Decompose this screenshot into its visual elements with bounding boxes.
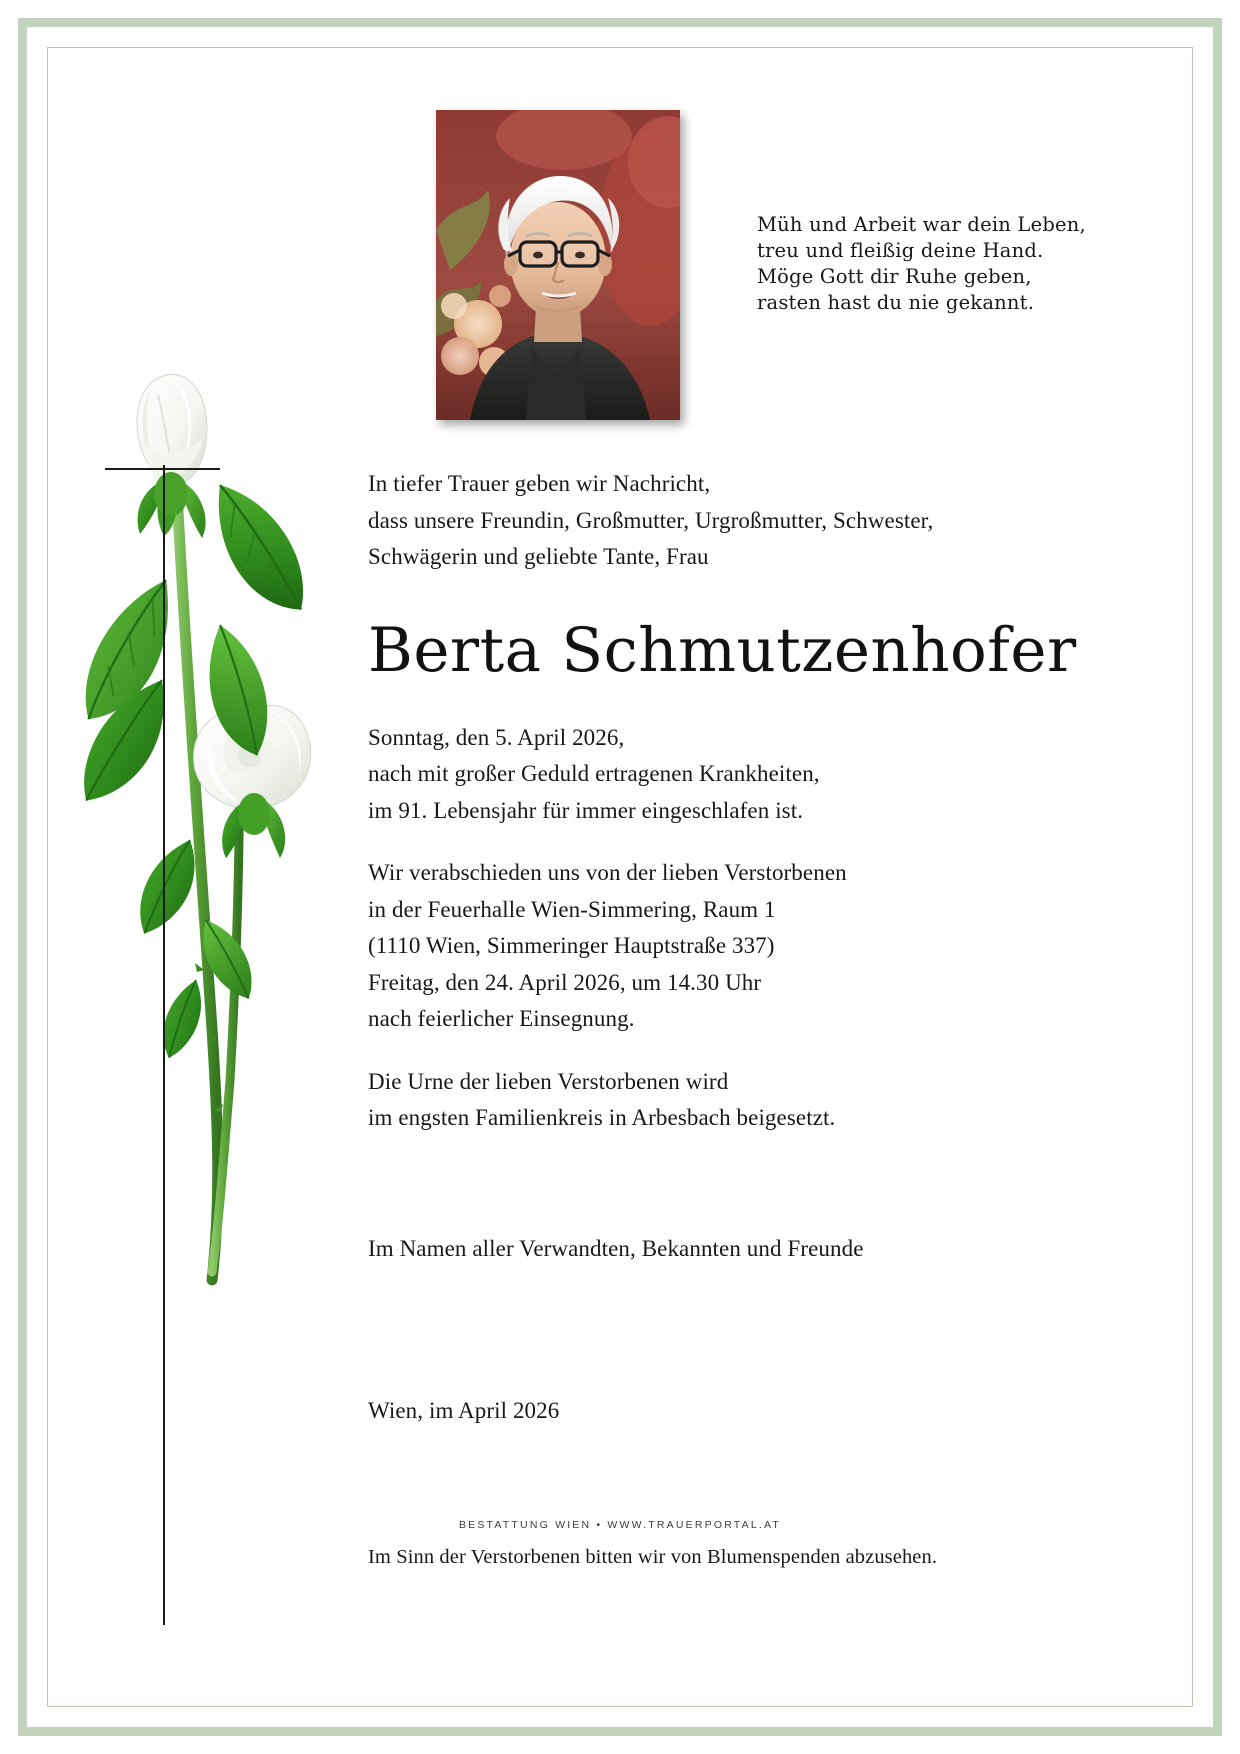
footer-credit: BESTATTUNG WIEN • WWW.TRAUERPORTAL.AT (458, 1519, 782, 1531)
deceased-name: Berta Schmutzenhofer (368, 614, 1077, 686)
place-date-line (368, 1393, 1028, 1430)
ceremony-line-2: in der Feuerhalle Wien-Simmering, Raum 1 (368, 896, 776, 922)
memorial-verse (757, 212, 1086, 316)
urn-line-1: Die Urne der lieben Verstorbenen wird (368, 1068, 729, 1094)
announcement-text (368, 466, 1077, 1572)
ceremony-line-4: Freitag, den 24. April 2026, um 14.30 Uhr (368, 969, 762, 995)
portrait-image (436, 110, 680, 420)
flowers-note-text: Im Sinn der Verstorbenen bitten wir von Blumenspenden abzusehen. (368, 1545, 938, 1568)
flowers-note (368, 1542, 1028, 1572)
urn-line-2: im engsten Familienkreis in Arbesbach beigesetzt. (368, 1105, 836, 1130)
intro-line-2: dass unsere Freundin, Großmutter, Urgroßmutter, Schwester, (368, 507, 934, 533)
intro-line-3: Schwägerin und geliebte Tante, Frau (368, 544, 709, 569)
place-date-text: Wien, im April 2026 (368, 1398, 560, 1423)
ceremony-line-1: Wir verabschieden uns von der lieben Verstorbenen (368, 860, 847, 885)
intro-paragraph (368, 466, 1028, 576)
death-line-3: im 91. Lebensjahr für immer eingeschlafen ist. (368, 797, 804, 823)
verse-line-2: treu und fleißig deine Hand. (757, 239, 1044, 262)
death-paragraph (368, 720, 1028, 830)
intro-line-1: In tiefer Trauer geben wir Nachricht, (368, 471, 711, 496)
ceremony-paragraph (368, 855, 1028, 1038)
verse-line-4: rasten hast du nie gekannt. (757, 291, 1035, 314)
ceremony-line-5: nach feierlicher Einsegnung. (368, 1006, 635, 1031)
verse-line-1: Müh und Arbeit war dein Leben, (757, 213, 1086, 236)
portrait-photo (436, 110, 680, 420)
verse-line-3: Möge Gott dir Ruhe geben, (757, 265, 1032, 288)
closing-text: Im Namen aller Verwandten, Bekannten und Freunde (368, 1235, 864, 1261)
urn-paragraph (368, 1064, 1028, 1137)
death-line-2: nach mit großer Geduld ertragenen Krankheiten, (368, 761, 820, 786)
closing-line (368, 1231, 1028, 1268)
death-line-1: Sonntag, den 5. April 2026, (368, 724, 625, 750)
ceremony-line-3: (1110 Wien, Simmeringer Hauptstraße 337) (368, 933, 775, 958)
